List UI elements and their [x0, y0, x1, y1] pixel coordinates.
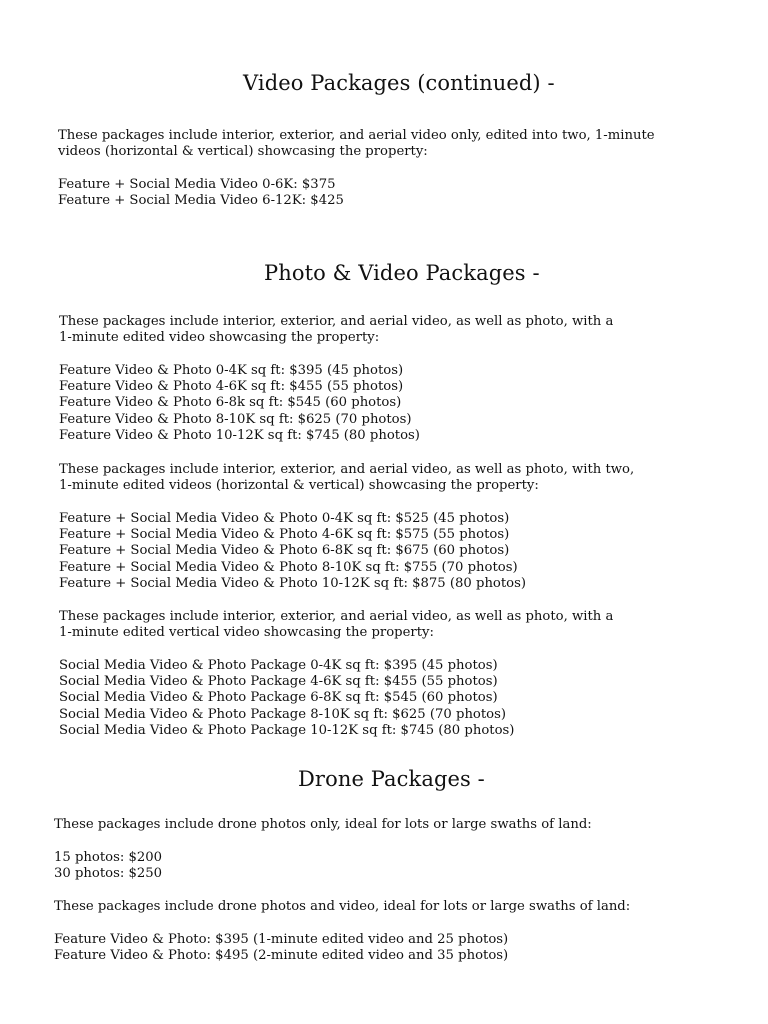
package-item: Feature Video & Photo: $395 (1-minute edited video and 25 photos)	[54, 931, 509, 947]
section-heading-drone: Drone Packages -	[298, 767, 485, 791]
package-item: Social Media Video & Photo Package 4-6K sq ft: $455 (55 photos)	[59, 674, 498, 690]
intro-line: These packages include interior, exterior, and aerial video, as well as photo, with a	[59, 314, 614, 329]
intro-line: These packages include interior, exterior, and aerial video only, edited into two, 1-minute	[58, 128, 655, 143]
video-continued-block	[58, 128, 655, 209]
package-item: Feature + Social Media Video & Photo 0-4K sq ft: $525 (45 photos)	[59, 510, 510, 526]
package-item: Feature + Social Media Video 0-6K: $375	[58, 176, 336, 192]
section-heading-video-continued: Video Packages (continued) -	[243, 71, 555, 95]
package-item: Feature Video & Photo 8-10K sq ft: $625 (70 photos)	[59, 411, 412, 427]
intro-line: 1-minute edited vertical video showcasing the property:	[59, 625, 434, 641]
intro-line: These packages include drone photos only, ideal for lots or large swaths of land:	[54, 817, 592, 832]
intro-line: These packages include drone photos and video, ideal for lots or large swaths of land:	[54, 899, 631, 914]
section-heading-photo-video: Photo & Video Packages -	[264, 261, 540, 285]
package-item: Social Media Video & Photo Package 10-12K sq ft: $745 (80 photos)	[59, 723, 515, 739]
intro-line: 1-minute edited video showcasing the property:	[59, 330, 380, 346]
package-item: Feature Video & Photo 10-12K sq ft: $745 (80 photos)	[59, 428, 420, 444]
package-item: Feature Video & Photo 6-8k sq ft: $545 (60 photos)	[59, 395, 402, 411]
package-item: Feature Video & Photo: $495 (2-minute edited video and 35 photos)	[54, 947, 509, 963]
package-item: Feature + Social Media Video & Photo 10-12K sq ft: $875 (80 photos)	[59, 576, 527, 592]
package-item: Feature Video & Photo 4-6K sq ft: $455 (55 photos)	[59, 379, 404, 395]
package-item: Feature + Social Media Video & Photo 6-8K sq ft: $675 (60 photos)	[59, 543, 510, 559]
intro-line: These packages include interior, exterior, and aerial video, as well as photo, with a	[59, 609, 614, 624]
package-item: Social Media Video & Photo Package 0-4K sq ft: $395 (45 photos)	[59, 657, 498, 673]
photo-video-group-2	[59, 462, 634, 592]
package-item: 15 photos: $200	[54, 849, 163, 865]
package-item: Social Media Video & Photo Package 8-10K sq ft: $625 (70 photos)	[59, 706, 507, 722]
intro-line: 1-minute edited videos (horizontal & vertical) showcasing the property:	[59, 478, 539, 494]
package-item: Feature + Social Media Video & Photo 8-10K sq ft: $755 (70 photos)	[59, 559, 518, 575]
drone-group-2	[54, 899, 630, 964]
photo-video-group-1	[59, 314, 613, 444]
package-item: Feature + Social Media Video 6-12K: $425	[58, 193, 344, 209]
drone-group-1	[54, 817, 592, 882]
photo-video-group-3	[59, 609, 613, 739]
package-item: Feature Video & Photo 0-4K sq ft: $395 (45 photos)	[59, 362, 404, 378]
package-item: 30 photos: $250	[54, 865, 163, 881]
intro-line: videos (horizontal & vertical) showcasing the property:	[58, 144, 428, 160]
package-item: Social Media Video & Photo Package 6-8K sq ft: $545 (60 photos)	[59, 690, 498, 706]
intro-line: These packages include interior, exterior, and aerial video, as well as photo, with two,	[59, 462, 635, 477]
package-item: Feature + Social Media Video & Photo 4-6K sq ft: $575 (55 photos)	[59, 527, 510, 543]
